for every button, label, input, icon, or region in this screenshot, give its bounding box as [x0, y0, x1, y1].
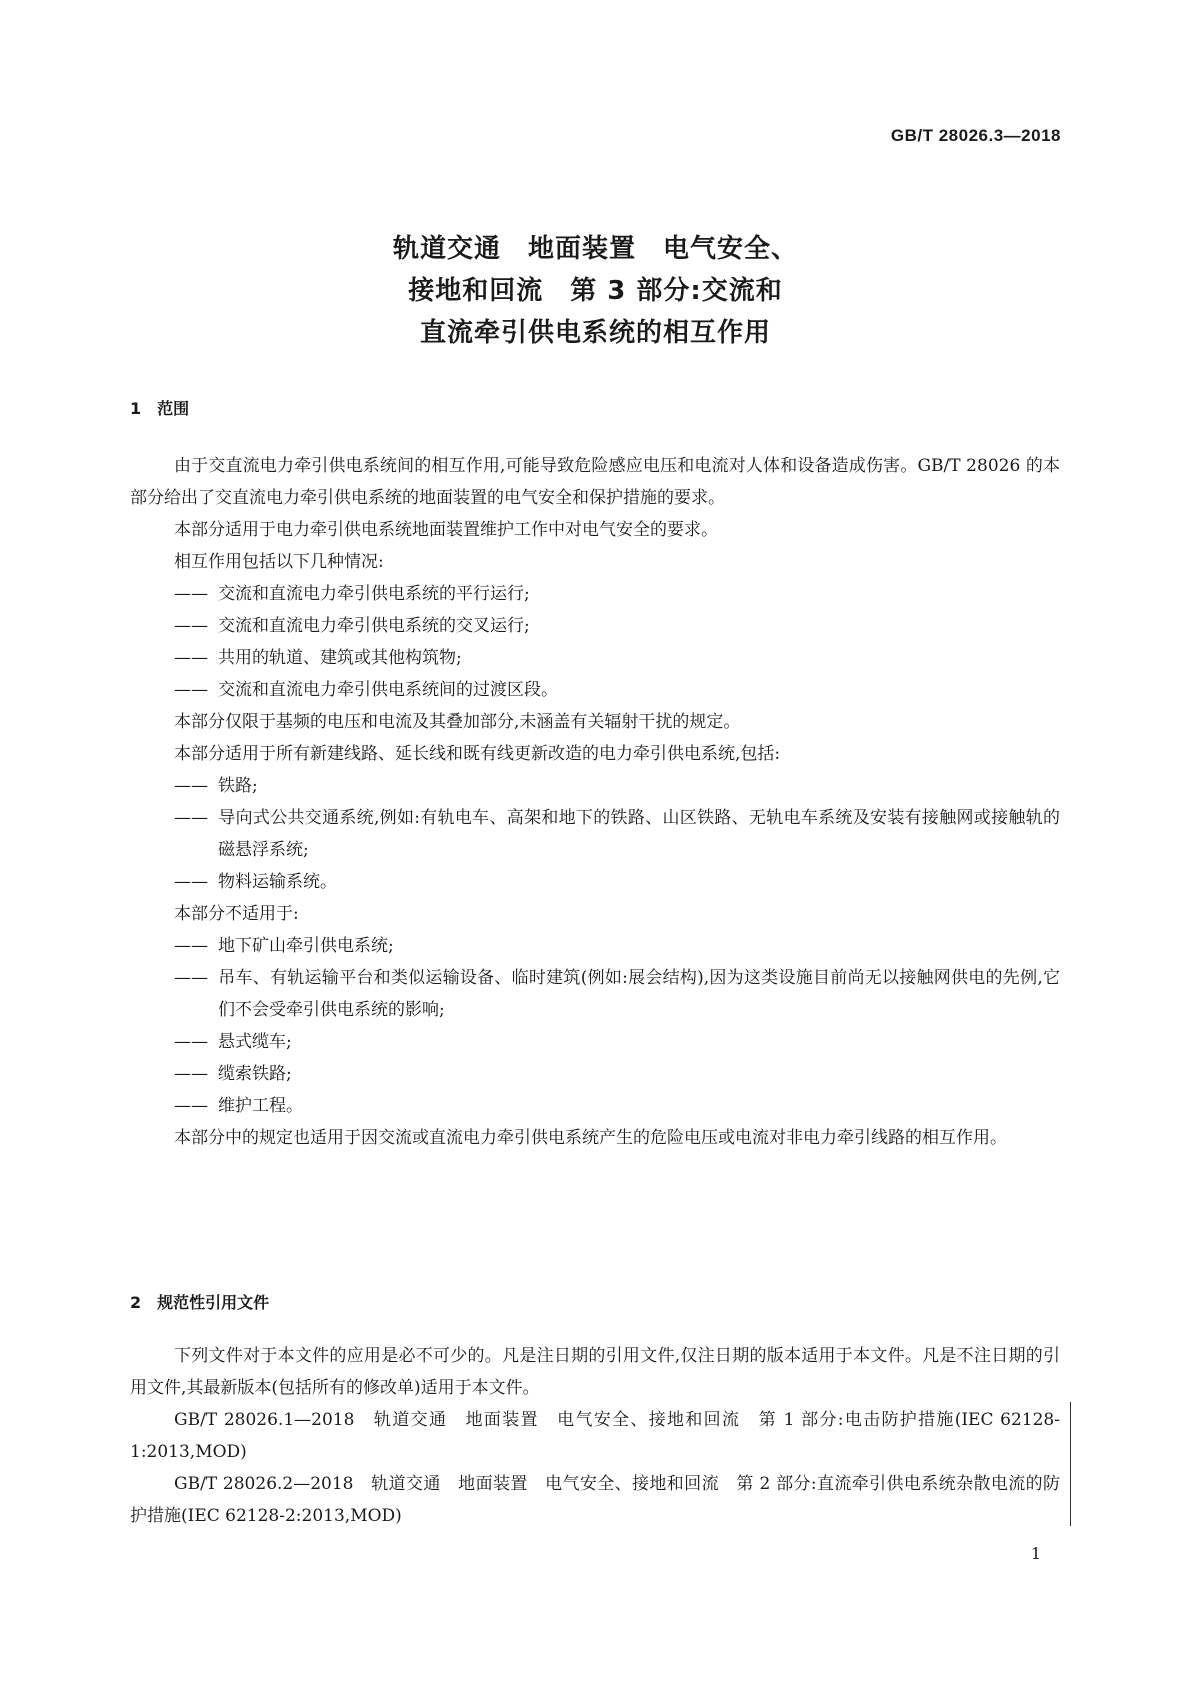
title-line: 直流牵引供电系统的相互作用: [419, 318, 771, 348]
list-item-text: 导向式公共交通系统,例如:有轨电车、高架和地下的铁路、山区铁路、无轨电车系统及安装有接触网或接触轨的磁悬浮系统;: [218, 808, 1060, 860]
dash-marker: ——: [174, 1064, 208, 1084]
list-item-text: 物料运输系统。: [218, 872, 337, 892]
standard-number: GB/T 28026.3—2018: [890, 126, 1061, 145]
paragraph: 本部分中的规定也适用于因交流或直流电力牵引供电系统产生的危险电压或电流对非电力牵引线路的相互作用。: [174, 1128, 1007, 1148]
dash-marker: ——: [174, 584, 208, 604]
dash-marker: ——: [174, 968, 208, 988]
title-line: 轨道交通 地面装置 电气安全、: [392, 234, 798, 264]
paragraph: 本部分仅限于基频的电压和电流及其叠加部分,未涵盖有关辐射干扰的规定。: [174, 712, 741, 732]
section-2-heading: 2 规范性引用文件: [130, 1293, 270, 1312]
dash-marker: ——: [174, 1096, 208, 1116]
list-item: [130, 642, 1060, 674]
paragraph: 由于交直流电力牵引供电系统间的相互作用,可能导致危险感应电压和电流对人体和设备造成伤害。GB/T 28026 的本部分给出了交直流电力牵引供电系统的地面装置的电气安全和保护措施的要求。: [130, 456, 1060, 508]
list-item-text: 铁路;: [218, 776, 258, 796]
list-item-text: 共用的轨道、建筑或其他构筑物;: [218, 648, 462, 668]
dash-marker: ——: [174, 616, 208, 636]
dash-marker: ——: [174, 936, 208, 956]
dash-marker: ——: [174, 680, 208, 700]
list-item-text: 交流和直流电力牵引供电系统的交叉运行;: [218, 616, 530, 636]
list-item-text: 吊车、有轨运输平台和类似运输设备、临时建筑(例如:展会结构),因为这类设施目前尚无以接触网供电的先例,它们不会受牵引供电系统的影响;: [218, 968, 1060, 1020]
list-item: [130, 802, 1060, 866]
page-number: 1: [1030, 1544, 1041, 1563]
change-bar: [1070, 1402, 1071, 1526]
dash-marker: ——: [174, 1032, 208, 1052]
list-item: [130, 578, 1060, 610]
document-title: [0, 228, 1191, 354]
list-item: [130, 866, 1060, 898]
paragraph: 本部分适用于电力牵引供电系统地面装置维护工作中对电气安全的要求。: [174, 520, 718, 540]
paragraph: 本部分适用于所有新建线路、延长线和既有线更新改造的电力牵引供电系统,包括:: [174, 744, 781, 764]
list-item: [130, 674, 1060, 706]
dash-marker: ——: [174, 648, 208, 668]
section-1-heading: 1 范围: [130, 399, 190, 418]
list-item-text: 交流和直流电力牵引供电系统间的过渡区段。: [218, 680, 558, 700]
list-item: [130, 1026, 1060, 1058]
dash-marker: ——: [174, 872, 208, 892]
dash-marker: ——: [174, 808, 208, 828]
list-item: [130, 1058, 1060, 1090]
title-line: 接地和回流 第 3 部分:交流和: [408, 276, 783, 306]
reference-entry: GB/T 28026.2—2018 轨道交通 地面装置 电气安全、接地和回流 第 2 部分:直流牵引供电系统杂散电流的防护措施(IEC 62128-2:2013,MOD): [130, 1474, 1060, 1526]
list-item-text: 悬式缆车;: [218, 1032, 292, 1052]
list-item-text: 维护工程。: [218, 1096, 303, 1116]
paragraph: 下列文件对于本文件的应用是必不可少的。凡是注日期的引用文件,仅注日期的版本适用于本文件。凡是不注日期的引用文件,其最新版本(包括所有的修改单)适用于本文件。: [130, 1346, 1060, 1398]
section-2-body: [130, 1340, 1060, 1532]
list-item: [130, 930, 1060, 962]
list-item: [130, 610, 1060, 642]
dash-marker: ——: [174, 776, 208, 796]
list-item: [130, 1090, 1060, 1122]
reference-entry: GB/T 28026.1—2018 轨道交通 地面装置 电气安全、接地和回流 第 1 部分:电击防护措施(IEC 62128-1:2013,MOD): [130, 1410, 1060, 1462]
list-item: [130, 770, 1060, 802]
section-1-body: [130, 450, 1060, 1154]
paragraph: 相互作用包括以下几种情况:: [174, 552, 384, 572]
list-item-text: 地下矿山牵引供电系统;: [218, 936, 394, 956]
list-item-text: 交流和直流电力牵引供电系统的平行运行;: [218, 584, 530, 604]
paragraph: 本部分不适用于:: [174, 904, 299, 924]
list-item-text: 缆索铁路;: [218, 1064, 292, 1084]
list-item: [130, 962, 1060, 1026]
